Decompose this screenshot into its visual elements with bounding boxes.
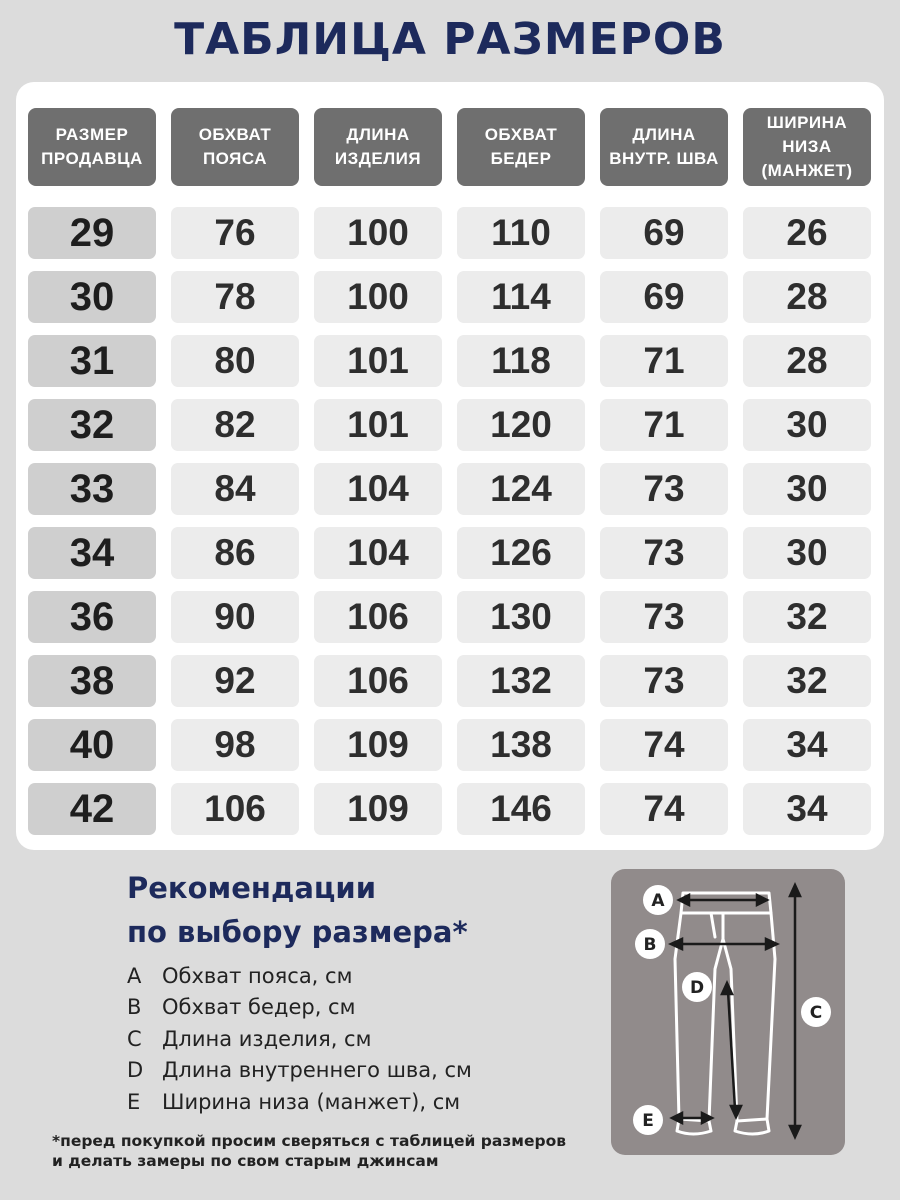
header-length: ДЛИНА ИЗДЕЛИЯ (314, 108, 442, 186)
cell-length: 104 (314, 527, 442, 579)
table-row (28, 399, 871, 451)
measurement-legend (127, 960, 472, 1118)
cell-length: 101 (314, 335, 442, 387)
legend-item (127, 992, 472, 1024)
legend-letter: C (127, 1026, 142, 1051)
header-inseam: ДЛИНА ВНУТР. ШВА (600, 108, 728, 186)
cell-length: 106 (314, 655, 442, 707)
table-row (28, 783, 871, 835)
cell-size: 38 (28, 655, 156, 707)
cell-inseam: 71 (600, 399, 728, 451)
legend-text: Обхват бедер, см (162, 995, 356, 1020)
cell-length: 106 (314, 591, 442, 643)
cell-inseam: 74 (600, 783, 728, 835)
cell-inseam: 73 (600, 655, 728, 707)
cell-inseam: 74 (600, 719, 728, 771)
cell-inseam: 73 (600, 591, 728, 643)
size-table-body (28, 207, 871, 847)
table-row (28, 719, 871, 771)
legend-letter: D (127, 1058, 144, 1083)
legend-item (127, 960, 472, 992)
header-hem-width: ШИРИНА НИЗА (МАНЖЕТ) (743, 108, 871, 186)
cell-waist: 90 (171, 591, 299, 643)
cell-inseam: 73 (600, 527, 728, 579)
cell-length: 100 (314, 271, 442, 323)
legend-item (127, 1086, 472, 1118)
legend-letter: B (127, 995, 142, 1020)
cell-waist: 80 (171, 335, 299, 387)
label-c: C (809, 1003, 823, 1023)
cell-hem-width: 28 (743, 271, 871, 323)
cell-waist: 92 (171, 655, 299, 707)
cell-waist: 82 (171, 399, 299, 451)
cell-length: 109 (314, 719, 442, 771)
footnote (52, 1131, 612, 1171)
legend-text: Обхват пояса, см (162, 963, 353, 988)
cell-length: 104 (314, 463, 442, 515)
table-row (28, 591, 871, 643)
cell-length: 100 (314, 207, 442, 259)
legend-letter: E (127, 1089, 141, 1114)
cell-waist: 98 (171, 719, 299, 771)
cell-size: 42 (28, 783, 156, 835)
recommendations-title-line1: Рекомендации (127, 871, 377, 905)
label-e: E (642, 1111, 654, 1131)
cell-size: 31 (28, 335, 156, 387)
cell-length: 109 (314, 783, 442, 835)
header-seller-size: РАЗМЕР ПРОДАВЦА (28, 108, 156, 186)
size-table-header (28, 108, 871, 207)
pants-icon (611, 869, 845, 1155)
cell-inseam: 71 (600, 335, 728, 387)
cell-inseam: 69 (600, 207, 728, 259)
cell-length: 101 (314, 399, 442, 451)
cell-hips: 110 (457, 207, 585, 259)
cell-waist: 106 (171, 783, 299, 835)
legend-text: Длина изделия, см (162, 1026, 372, 1051)
cell-hips: 130 (457, 591, 585, 643)
cell-waist: 84 (171, 463, 299, 515)
recommendations-title (127, 866, 547, 954)
cell-hips: 118 (457, 335, 585, 387)
cell-size: 32 (28, 399, 156, 451)
label-d: D (689, 978, 705, 998)
legend-item (127, 1055, 472, 1087)
cell-hips: 126 (457, 527, 585, 579)
page-title: ТАБЛИЦА РАЗМЕРОВ (174, 14, 726, 65)
cell-size: 29 (28, 207, 156, 259)
cell-size: 30 (28, 271, 156, 323)
cell-hem-width: 34 (743, 719, 871, 771)
cell-hips: 114 (457, 271, 585, 323)
footnote-line2: и делать замеры по свом старым джинсам (52, 1152, 439, 1170)
table-row (28, 463, 871, 515)
cell-size: 40 (28, 719, 156, 771)
table-row (28, 335, 871, 387)
recommendations-title-line2: по выбору размера* (127, 915, 468, 949)
table-row (28, 527, 871, 579)
table-row (28, 207, 871, 259)
cell-hem-width: 34 (743, 783, 871, 835)
legend-text: Длина внутреннего шва, см (162, 1058, 472, 1083)
cell-inseam: 73 (600, 463, 728, 515)
cell-waist: 86 (171, 527, 299, 579)
cell-hips: 138 (457, 719, 585, 771)
cell-hem-width: 28 (743, 335, 871, 387)
footnote-line1: *перед покупкой просим сверяться с таблицей размеров (52, 1132, 567, 1150)
table-row (28, 271, 871, 323)
cell-hem-width: 32 (743, 591, 871, 643)
label-a: A (651, 891, 665, 911)
cell-hem-width: 32 (743, 655, 871, 707)
table-row (28, 655, 871, 707)
cell-hips: 124 (457, 463, 585, 515)
cell-hem-width: 30 (743, 527, 871, 579)
cell-hips: 120 (457, 399, 585, 451)
cell-waist: 78 (171, 271, 299, 323)
cell-inseam: 69 (600, 271, 728, 323)
cell-size: 33 (28, 463, 156, 515)
cell-size: 34 (28, 527, 156, 579)
cell-size: 36 (28, 591, 156, 643)
header-hips: ОБХВАТ БЕДЕР (457, 108, 585, 186)
header-waist: ОБХВАТ ПОЯСА (171, 108, 299, 186)
cell-hips: 146 (457, 783, 585, 835)
legend-item (127, 1023, 472, 1055)
label-b: B (643, 935, 657, 955)
cell-hem-width: 26 (743, 207, 871, 259)
legend-letter: A (127, 963, 142, 988)
cell-hips: 132 (457, 655, 585, 707)
cell-waist: 76 (171, 207, 299, 259)
legend-text: Ширина низа (манжет), см (162, 1089, 461, 1114)
cell-hem-width: 30 (743, 463, 871, 515)
pants-measurement-diagram (611, 869, 845, 1155)
cell-hem-width: 30 (743, 399, 871, 451)
